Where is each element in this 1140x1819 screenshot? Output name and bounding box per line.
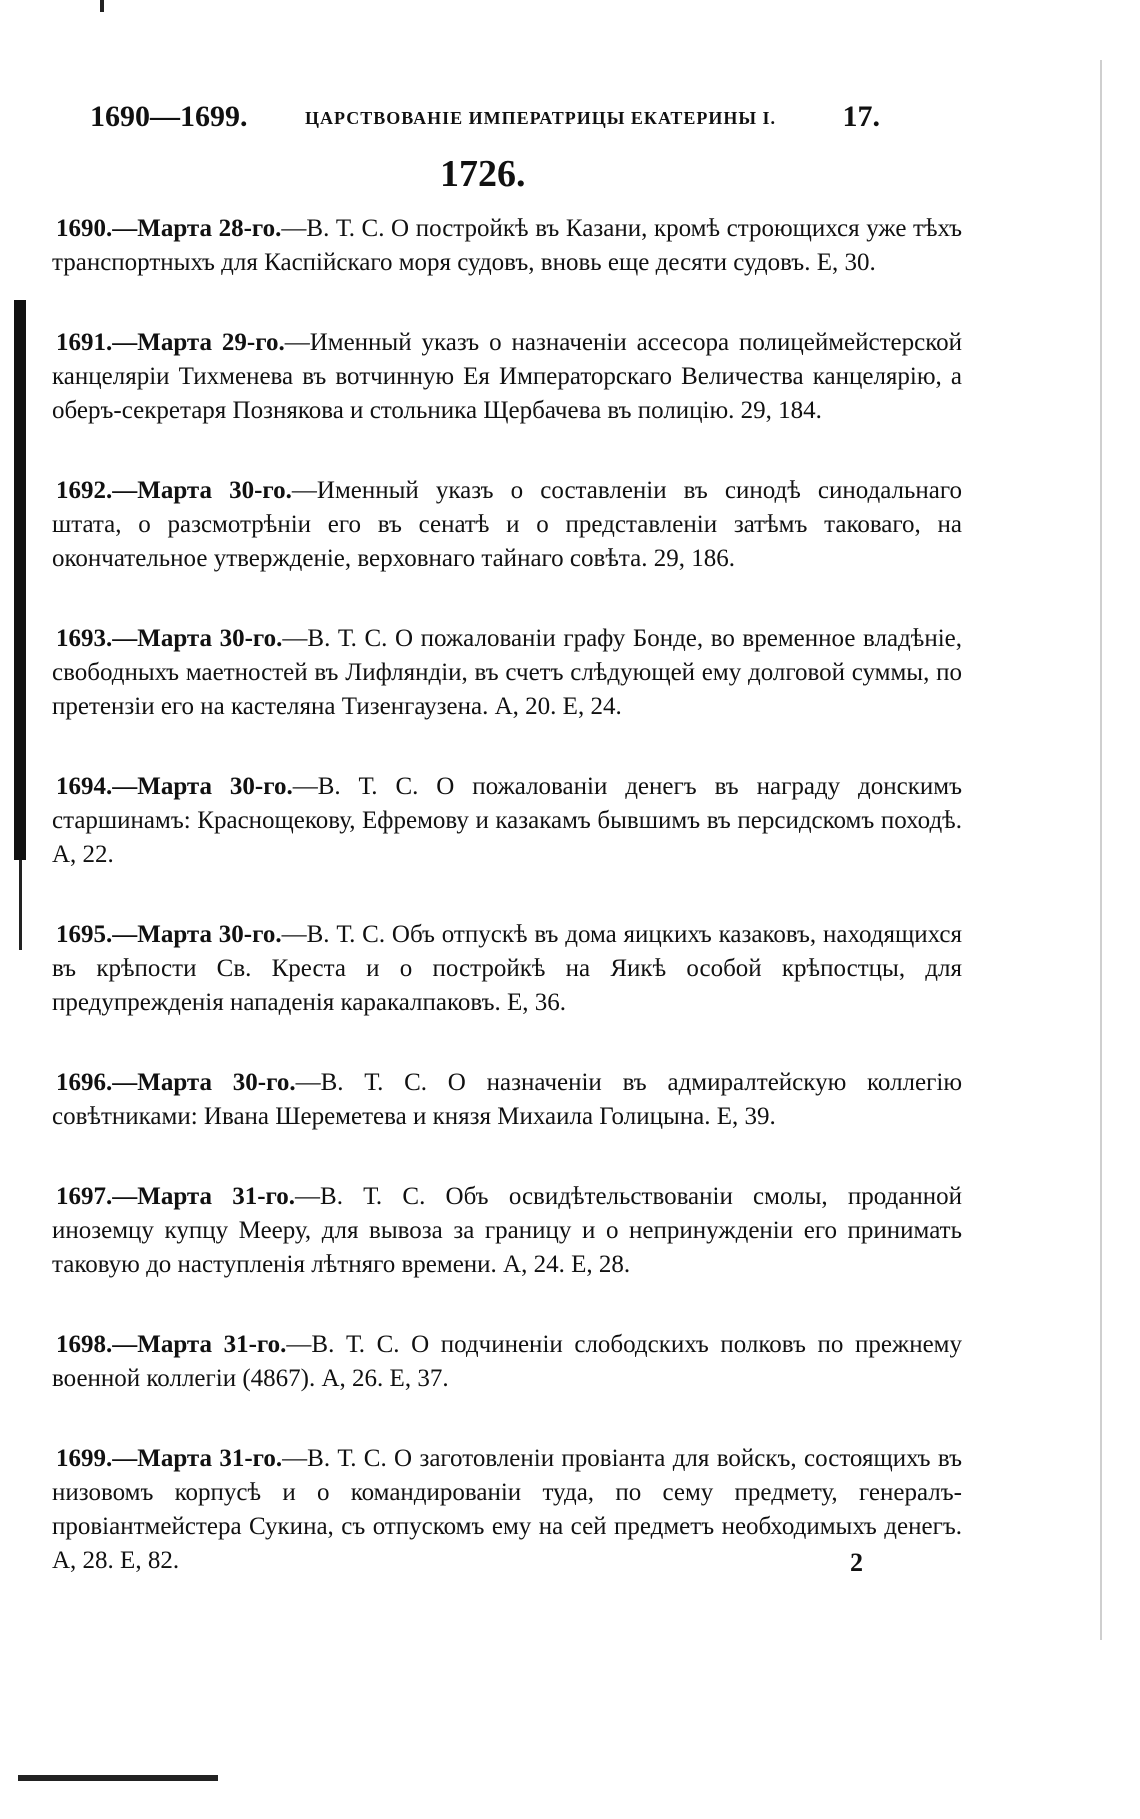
entry-text: —В. Т. С. О пожалованіи денегъ въ награду донскимъ старшинамъ: Краснощекову, Ефремову и казакамъ бывшимъ въ персидскомъ походѣ. А, 22. (52, 773, 962, 868)
entry-1696 (52, 1066, 962, 1134)
entry-number: 1691. (56, 329, 113, 356)
reign-title: ЦАРСТВОВАНІЕ ИМПЕРАТРИЦЫ ЕКАТЕРИНЫ I. (305, 108, 777, 128)
entry-range: 1690—1699. (90, 100, 248, 133)
entries-list (52, 212, 962, 1624)
scan-bottom-mark (18, 1775, 218, 1781)
scan-mark (100, 0, 104, 12)
entry-number: 1698. (56, 1331, 113, 1358)
entry-1692 (52, 474, 962, 576)
entry-text: —В. Т. С. Объ освидѣтельствованіи смолы, проданной иноземцу купцу Мееру, для вывоза за границу и о непринужденіи его принимать таковую до наступленія лѣтняго времени. А, 24. Е, 28. (52, 1183, 962, 1278)
entry-number: 1690. (56, 215, 113, 242)
entry-number: 1695. (56, 921, 113, 948)
entry-1691 (52, 326, 962, 428)
running-header (90, 100, 880, 140)
page-number: 17. (842, 100, 880, 133)
entry-date: —Марта 29-го. (112, 329, 285, 356)
entry-date: —Марта 31-го. (112, 1445, 283, 1472)
year-heading: 1726. (440, 153, 526, 195)
entry-number: 1697. (56, 1183, 113, 1210)
entry-date: —Марта 28-го. (112, 215, 282, 242)
entry-1697 (52, 1180, 962, 1282)
entry-date: —Марта 30-го. (112, 921, 282, 948)
entry-number: 1694. (56, 773, 113, 800)
entry-1693 (52, 622, 962, 724)
entry-date: —Марта 30-го. (112, 477, 292, 504)
entry-number: 1699. (56, 1445, 113, 1472)
entry-1695 (52, 918, 962, 1020)
entry-text: —В. Т. С. О подчиненіи слободскихъ полковъ по прежнему военной коллегіи (4867). А, 26. Е, 37. (52, 1331, 962, 1392)
entry-text: —Именный указъ о назначеніи ассесора полицеймейстерской канцеляріи Тихменева въ вотчинную Ея Императорскаго Величества канцелярію, а оберъ-секретаря Познякова и стольника Щербачева въ полицію. 29, 184. (52, 329, 962, 424)
entry-date: —Марта 30-го. (112, 625, 283, 652)
page-edge-line (1100, 60, 1102, 1640)
entry-1699 (52, 1442, 962, 1578)
entry-text: —В. Т. С. О пожалованіи графу Бонде, во временное владѣніе, свободныхъ маетностей въ Лифляндіи, въ счетъ слѣдующей ему долговой суммы, по претензіи его на кастеляна Тизенгаузена. А, 20. Е, 24. (52, 625, 963, 720)
entry-text: —В. Т. С. О заготовленіи провіанта для войскъ, состоящихъ въ низовомъ корпусѣ и о командированіи туда, по сему предмету, генералъ-провіантмейстера Сукина, съ отпускомъ ему на сей предметъ необходимыхъ денегъ. А, 28. Е, 82. (52, 1445, 962, 1574)
entry-text: —Именный указъ о составленіи въ синодѣ синодальнаго штата, о разсмотрѣніи его въ сенатѣ и о представленіи затѣмъ таковаго, на окончательное утвержденіе, верховнаго тайнаго совѣта. 29, 186. (52, 477, 963, 572)
signature-mark: 2 (850, 1548, 863, 1577)
entry-text: —В. Т. С. О постройкѣ въ Казани, кромѣ строющихся уже тѣхъ транспортныхъ для Каспійскаго моря судовъ, вновь еще десяти судовъ. Е, 30. (52, 215, 962, 276)
entry-date: —Марта 31-го. (112, 1331, 287, 1358)
entry-text: —В. Т. С. О назначеніи въ адмиралтейскую коллегію совѣтниками: Ивана Шереметева и князя Михаила Голицына. Е, 39. (52, 1069, 962, 1130)
entry-1690 (52, 212, 962, 280)
entry-text: —В. Т. С. Объ отпускѣ въ дома яицкихъ казаковъ, находящихся въ крѣпости Св. Креста и о постройкѣ на Яикѣ особой крѣпостцы, для предупрежденія нападенія каракалпаковъ. Е, 36. (52, 921, 963, 1016)
entry-1698 (52, 1328, 962, 1396)
entry-date: —Марта 30-го. (112, 773, 293, 800)
entry-date: —Марта 30-го. (112, 1069, 296, 1096)
entry-number: 1692. (56, 477, 113, 504)
scan-edge-shadow (14, 300, 26, 860)
entry-date: —Марта 31-го. (112, 1183, 296, 1210)
scan-edge-line (19, 860, 22, 950)
entry-1694 (52, 770, 962, 872)
entry-number: 1696. (56, 1069, 113, 1096)
entry-number: 1693. (56, 625, 113, 652)
